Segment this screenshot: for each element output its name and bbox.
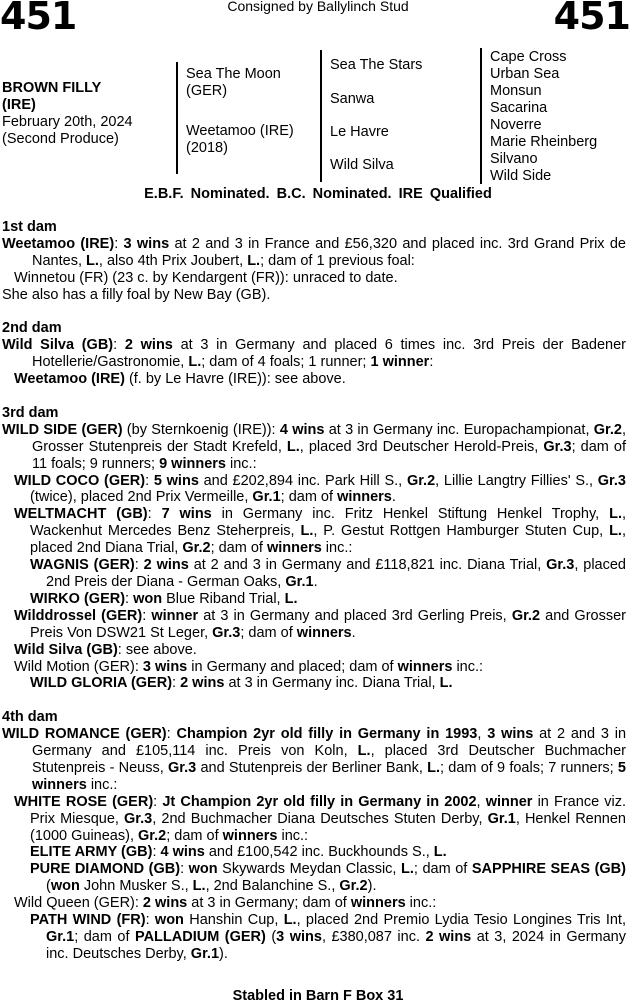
pedigree-sire-sire: Sea The Stars: [330, 57, 423, 73]
section-third-dam: 3rd dam: [2, 404, 59, 421]
produce-entry: Wilddrossel (GER): winner at 3 in Germany and placed 3rd Gerling Preis, Gr.2 and Grosser Preis Von DSW21 St Leger, Gr.3; dam of winners.: [14, 607, 626, 641]
horse-summary: [2, 80, 133, 148]
pedigree-divider: [480, 48, 482, 184]
pedigree-dam: Weetamoo (IRE) (2018): [186, 123, 294, 156]
horse-country: (IRE): [2, 97, 36, 113]
produce-entry: WIRKO (GER): won Blue Riband Trial, L.: [30, 590, 298, 607]
dam-entry: WILD SIDE (GER) (by Sternkoenig (IRE)): 4 wins at 3 in Germany inc. Europachampionat, Gr.2, Grosser Stutenpreis der Stadt Krefeld, L., placed 3rd Deutscher Herold-Preis, Gr.3; dam of 11 foals; 9 runners; 9 winners inc.:: [2, 421, 627, 472]
produce-entry: Wild Queen (GER): 2 wins at 3 in Germany; dam of winners inc.:: [14, 895, 437, 912]
pedigree-third-gen: Cape Cross Urban Sea Monsun Sacarina Noverre Marie Rheinberg Silvano Wild Side: [490, 49, 598, 184]
dam-note: She also has a filly foal by New Bay (GB).: [2, 286, 271, 303]
produce-entry: ELITE ARMY (GB): 4 wins and £100,542 inc. Buckhounds S., L.: [30, 844, 447, 861]
pedigree-dam-sire: Le Havre: [330, 124, 389, 140]
pedigree-sire-dam: Sanwa: [330, 91, 375, 107]
horse-foaled: February 20th, 2024: [2, 114, 133, 130]
section-first-dam: 1st dam: [2, 219, 57, 235]
catalogue-body: [2, 219, 626, 963]
pedigree-dam-dam: Wild Silva: [330, 157, 394, 173]
section-fourth-dam: 4th dam: [2, 709, 58, 726]
produce-entry: Weetamoo (IRE) (f. by Le Havre (IRE)): see above.: [14, 371, 346, 388]
lot-number-left: 451: [0, 0, 77, 38]
lot-number-right: 451: [553, 0, 630, 38]
produce-entry: WHITE ROSE (GER): Jt Champion 2yr old filly in Germany in 2002, winner in France viz. Prix Miesque, Gr.3, 2nd Buchmacher Diana Deutsches Stuten Derby, Gr.1, Henkel Rennen (1000 Guineas), Gr.2; dam of winners inc.:: [14, 793, 627, 844]
produce-entry: WELTMACHT (GB): 7 wins in Germany inc. Fritz Henkel Stiftung Henkel Trophy, L., Wackenhut Mercedes Benz Steherpreis, L., P. Gestut Rottgen Hamburger Stuten Cup, L., placed 2nd Diana Trial, Gr.2; dam of winners inc.:: [14, 506, 627, 557]
dam-entry: WILD ROMANCE (GER): Champion 2yr old filly in Germany in 1993, 3 wins at 2 and 3 in Germany and £105,114 inc. Preis von Koln, L., placed 3rd Deutscher Buchmacher Stutenpreis - Neuss, Gr.3 and Stutenpreis der Berliner Bank, L.; dam of 9 foals; 7 runners; 5 winners inc.:: [2, 726, 627, 793]
produce-entry: Wild Motion (GER): 3 wins in Germany and placed; dam of winners inc.:: [14, 658, 484, 675]
produce-entry: Wild Silva (GB): see above.: [14, 641, 197, 658]
produce-entry: PATH WIND (FR): won Hanshin Cup, L., placed 2nd Premio Lydia Tesio Longines Tris Int, Gr.1; dam of PALLADIUM (GER) (3 wins, £380,087 inc. 2 wins at 3, 2024 in Germany inc. Deutsches Derby, Gr.1).: [30, 912, 626, 962]
produce-entry: WAGNIS (GER): 2 wins at 2 and 3 in Germany and £118,821 inc. Diana Trial, Gr.3, placed 2nd Preis der Diana - German Oaks, Gr.1.: [30, 557, 626, 590]
produce-entry: WILD GLORIA (GER): 2 wins at 3 in Germany inc. Diana Trial, L.: [30, 675, 453, 692]
horse-produce: (Second Produce): [2, 131, 119, 147]
pedigree-sire: Sea The Moon (GER): [186, 66, 281, 99]
produce-entry: Winnetou (FR) (23 c. by Kendargent (FR)): unraced to date.: [14, 269, 398, 286]
consignor: Consigned by Ballylinch Stud: [227, 0, 409, 14]
dam-entry: Weetamoo (IRE): 3 wins at 2 and 3 in France and £56,320 and placed inc. 3rd Grand Prix de Nantes, L., also 4th Prix Joubert, L.; dam of 1 previous foal:: [2, 235, 626, 269]
pedigree-divider: [320, 50, 322, 182]
dam-entry: Wild Silva (GB): 2 wins at 3 in Germany and placed 6 times inc. 3rd Preis der Badener Hotellerie/Gastronomie, L.; dam of 4 foals; 1 runner; 1 winner:: [2, 337, 627, 371]
nominations: E.B.F. Nominated. B.C. Nominated. IRE Qualified: [144, 186, 492, 202]
pedigree-divider: [176, 62, 178, 174]
produce-entry: PURE DIAMOND (GB): won Skywards Meydan Classic, L.; dam of SAPPHIRE SEAS (GB) (won John Musker S., L., 2nd Balanchine S., Gr.2).: [30, 861, 626, 895]
produce-entry: WILD COCO (GER): 5 wins and £202,894 inc. Park Hill S., Gr.2, Lillie Langtry Fillies' S., Gr.3 (twice), placed 2nd Prix Vermeille, Gr.1; dam of winners.: [14, 472, 626, 506]
section-second-dam: 2nd dam: [2, 320, 62, 337]
horse-sex: BROWN FILLY: [2, 80, 102, 96]
stabling-footer: Stabled in Barn F Box 31: [232, 988, 404, 1004]
